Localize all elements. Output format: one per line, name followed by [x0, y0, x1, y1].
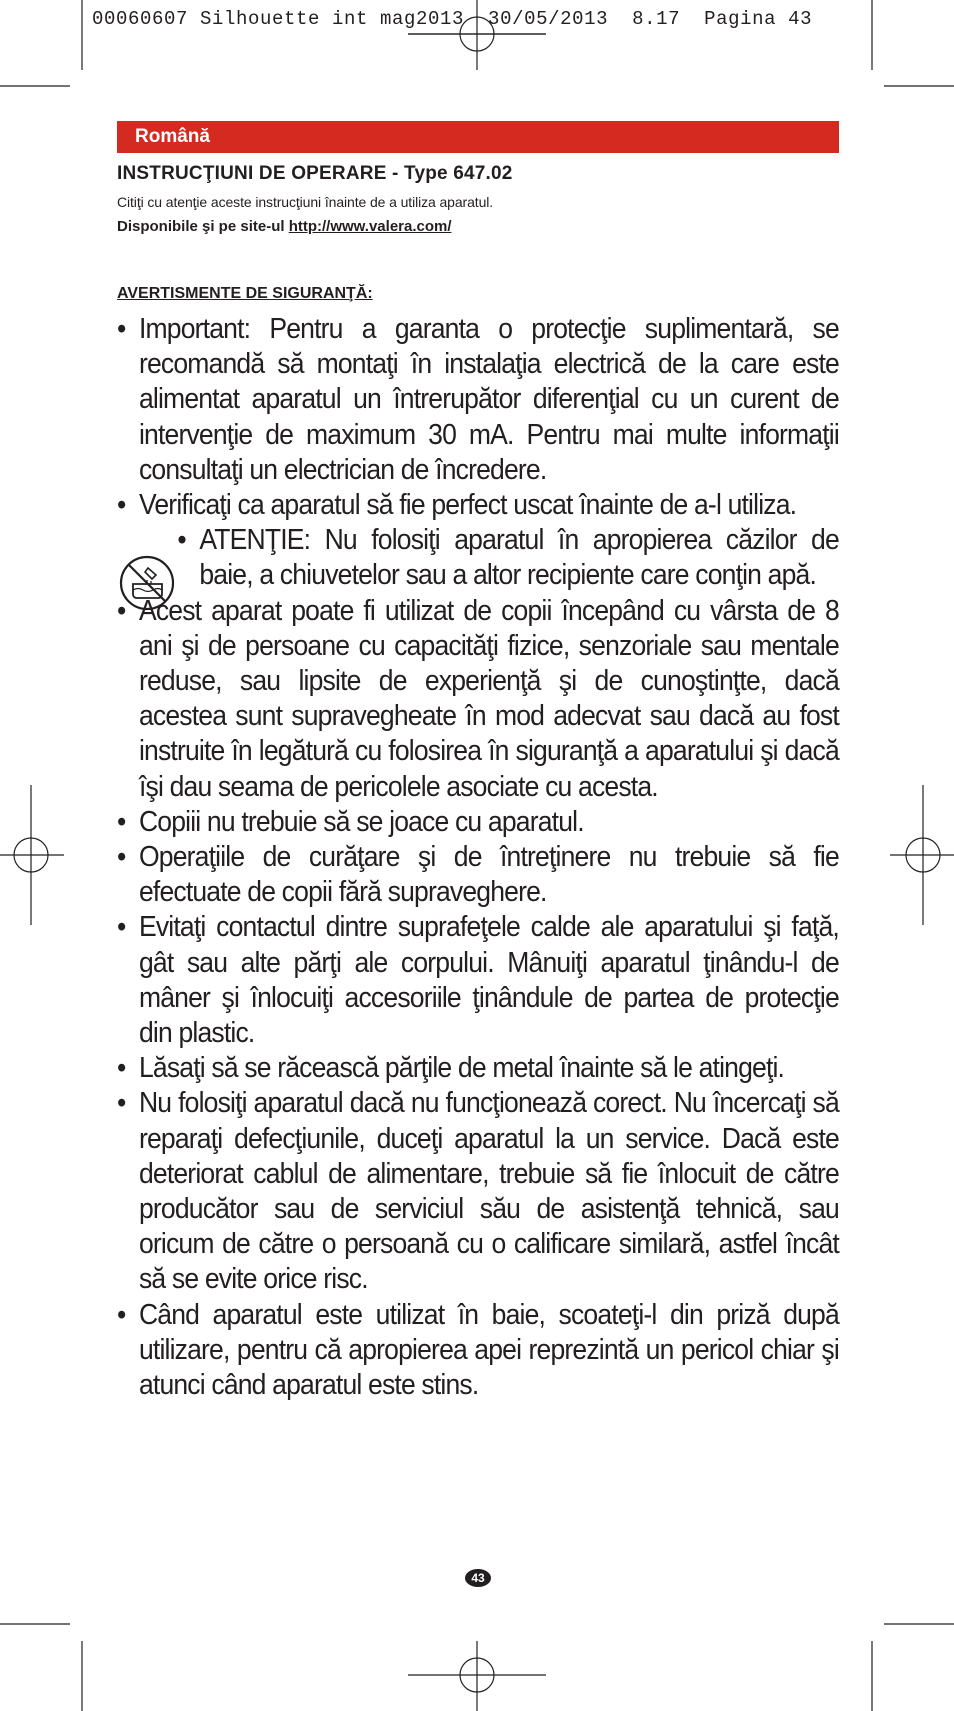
print-slug: 00060607 Silhouette int mag2013 30/05/2013 8.17 Pagina 43 — [92, 8, 813, 30]
page-title: INSTRUCŢIUNI DE OPERARE - Type 647.02 — [117, 163, 513, 184]
language-bar: Română — [117, 121, 839, 153]
warning-text: Când aparatul este utilizat în baie, scoateţi-l din priză după utilizare, pentru că apropierea apei reprezintă un pericol chiar şi atunci când aparatul este stins. — [138, 1298, 839, 1402]
warning-item — [117, 910, 839, 1051]
warning-item — [117, 312, 839, 488]
read-instructions-note: Citiţi cu atenţie aceste instrucţiuni înainte de a utiliza aparatul. — [117, 194, 494, 210]
warning-item-attention — [117, 523, 839, 593]
warning-text: Important: Pentru a garanta o protecţie suplimentară, se recomandă să montaţi în instalaţia electrică de la care este alimentat aparatul un întrerupător diferenţial cu un curent de intervenţie de maximum 30 mA. Pentru mai multe informaţii consultaţi un electrician de încredere. — [138, 313, 839, 486]
warning-item — [117, 594, 839, 805]
warning-item — [117, 840, 839, 910]
warning-text: Acest aparat poate fi utilizat de copii începând cu vârsta de 8 ani şi de persoane cu capacităţi fizice, senzoriale sau mentale reduse, sau lipsite de experienţă şi de cunoştinţte, dacă acestea sunt supravegheate în mod adecvat sau dacă au fost instruite în legătură cu folosirea în siguranţă a aparatului şi dacă îşi dau seama de pericolele asociate cu acesta. — [138, 594, 839, 803]
warning-item — [117, 1086, 839, 1297]
bullet-marker: • — [117, 489, 126, 522]
bullet-marker: • — [177, 524, 186, 557]
warning-text: Operaţiile de curăţare şi de întreţinere nu trebuie să fie efectuate de copii fără supraveghere. — [138, 841, 839, 909]
crosshair-icon — [408, 1641, 546, 1711]
availability-note — [117, 218, 452, 235]
crosshair-icon — [890, 785, 954, 925]
bullet-marker: • — [117, 1087, 126, 1120]
bullet-marker: • — [117, 805, 126, 838]
bullet-marker: • — [117, 1052, 126, 1085]
warning-text: Copiii nu trebuie să se joace cu aparatul. — [138, 805, 584, 838]
bullet-marker: • — [117, 1298, 126, 1331]
warning-item — [117, 1298, 839, 1404]
page-number: 43 — [465, 1569, 491, 1587]
warning-text: ATENŢIE: Nu folosiţi aparatul în apropierea căzilor de baie, a chiuvetelor sau a altor recipiente care conţin apă. — [199, 524, 839, 592]
website-link[interactable]: http://www.valera.com/ — [288, 218, 452, 235]
warning-text: Verificaţi ca aparatul să fie perfect uscat înainte de a-l utiliza. — [138, 489, 797, 522]
bullet-marker: • — [117, 313, 126, 345]
safety-warnings-title: AVERTISMENTE DE SIGURANŢĂ: — [117, 285, 373, 302]
crosshair-icon — [408, 0, 546, 70]
availability-prefix: Disponibile şi pe site-ul — [117, 218, 289, 235]
warning-text: Lăsaţi să se răcească părţile de metal înainte să le atingeţi. — [138, 1052, 785, 1085]
warning-text: Evitaţi contactul dintre suprafeţele calde ale aparatului şi faţă, gât sau alte părţi ale corpului. Mânuiţi aparatul ţinându-l de mâner şi înlocuiţi accesoriile ţinândule de partea de protecţie din plastic. — [138, 911, 839, 1050]
bullet-marker: • — [117, 911, 126, 944]
safety-warnings-list — [117, 312, 839, 1403]
warning-item — [117, 805, 839, 840]
warning-text: Nu folosiţi aparatul dacă nu funcţionează corect. Nu încercaţi să reparaţi defecţiunile, duceţi aparatul la un service. Dacă este deteriorat cablul de alimentare, trebuie să fie înlocuit de către producător sau de serviciul său de asistenţă tehnică, sau oricum de către o persoană cu o calificare similară, astfel încât să se evite orice risc. — [138, 1087, 839, 1296]
crosshair-icon — [0, 785, 64, 925]
bullet-marker: • — [117, 594, 126, 627]
bullet-marker: • — [117, 841, 126, 874]
warning-item — [117, 1051, 839, 1086]
warning-item — [117, 488, 839, 523]
